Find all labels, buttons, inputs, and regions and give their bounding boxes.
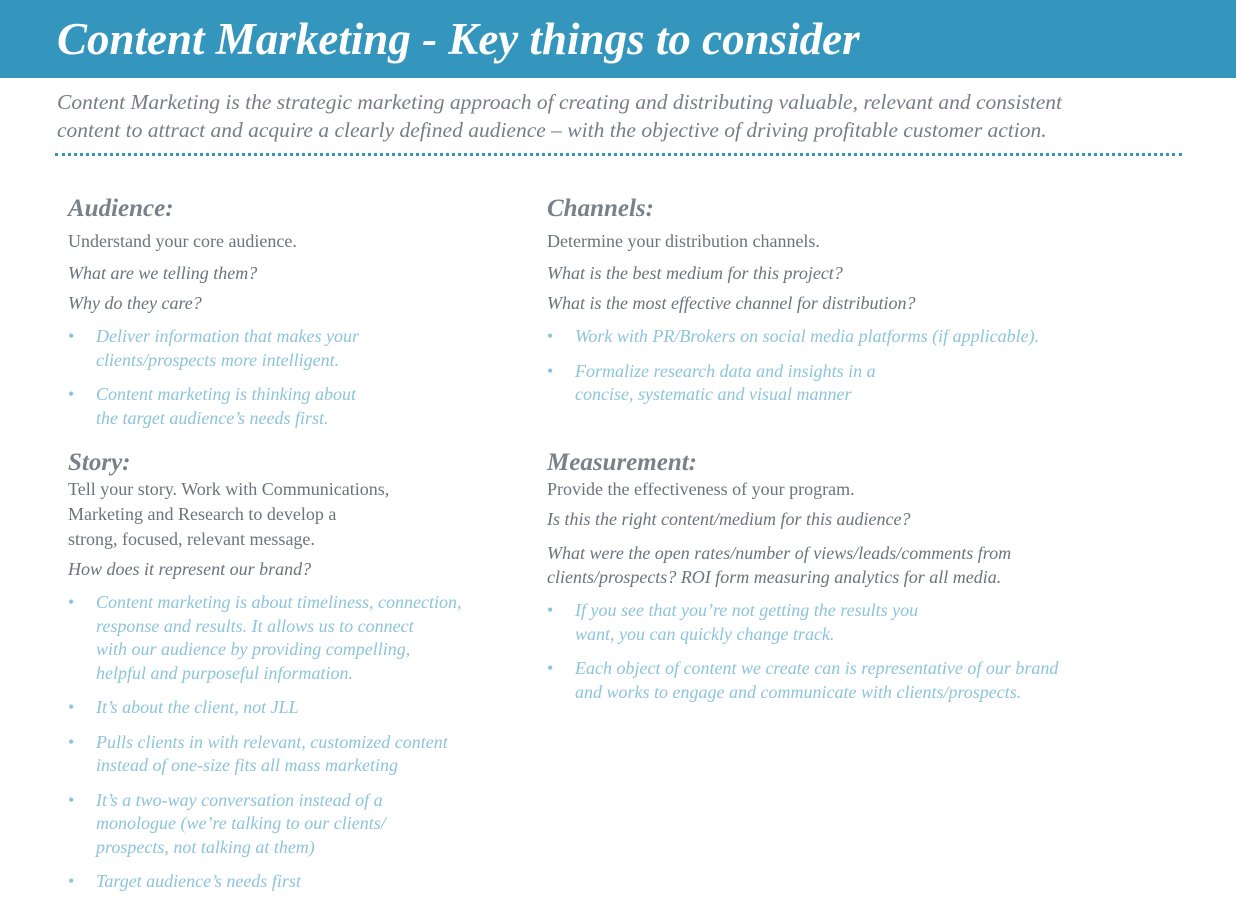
bullet-item: • If you see that you’re not getting the results you want, you can quickly change track. xyxy=(547,599,1187,646)
measurement-section xyxy=(547,448,1187,704)
audience-bullets xyxy=(68,325,518,430)
audience-question: What are we telling them? xyxy=(68,263,258,283)
audience-section xyxy=(68,194,518,430)
bullet-item: • Content marketing is about timeliness, connection, response and results. It allows us to connect with our audience by providing compelling, helpful and purposeful information. xyxy=(68,591,518,685)
bullet-item: • Each object of content we create can is representative of our brand and works to engage and communicate with clients/prospects. xyxy=(547,657,1187,704)
bullet-item: • It’s a two-way conversation instead of a monologue (we’re talking to our clients/ prospects, not talking at them) xyxy=(68,789,518,860)
channels-bullets xyxy=(547,325,1187,407)
measurement-heading: Measurement: xyxy=(547,449,697,476)
channels-question: What is the most effective channel for distribution? xyxy=(547,293,916,313)
intro-paragraph xyxy=(57,88,1197,144)
dotted-divider xyxy=(55,153,1182,156)
story-heading: Story: xyxy=(68,449,131,476)
measurement-question: What were the open rates/number of views/leads/comments from clients/prospects? ROI form measuring analytics for all media. xyxy=(547,543,1012,587)
bullet-item: • It’s about the client, not JLL xyxy=(68,696,518,720)
page-title: Content Marketing - Key things to consider xyxy=(57,14,860,64)
story-bullets xyxy=(68,591,518,894)
measurement-lead: Provide the effectiveness of your program. xyxy=(547,479,855,499)
bullet-item: • Deliver information that makes your clients/prospects more intelligent. xyxy=(68,325,518,372)
intro-line-1: Content Marketing is the strategic marketing approach of creating and distributing valuable, relevant and consistent xyxy=(57,90,1062,114)
story-lead: Tell your story. Work with Communications, Marketing and Research to develop a strong, focused, relevant message. xyxy=(68,479,390,549)
measurement-question: Is this the right content/medium for this audience? xyxy=(547,509,911,529)
bullet-item: • Formalize research data and insights in a concise, systematic and visual manner xyxy=(547,360,1187,407)
channels-section xyxy=(547,194,1187,407)
channels-lead: Determine your distribution channels. xyxy=(547,231,820,251)
story-section xyxy=(68,448,518,894)
audience-heading: Audience: xyxy=(68,195,174,222)
audience-question: Why do they care? xyxy=(68,293,202,313)
bullet-item: • Target audience’s needs first xyxy=(68,870,518,894)
measurement-bullets xyxy=(547,599,1187,704)
audience-lead: Understand your core audience. xyxy=(68,231,297,251)
bullet-item: • Work with PR/Brokers on social media platforms (if applicable). xyxy=(547,325,1187,349)
story-question: How does it represent our brand? xyxy=(68,559,312,579)
bullet-item: • Content marketing is thinking about the target audience’s needs first. xyxy=(68,383,518,430)
bullet-item: • Pulls clients in with relevant, customized content instead of one-size fits all mass marketing xyxy=(68,731,518,778)
intro-line-2: content to attract and acquire a clearly defined audience – with the objective of driving profitable customer action. xyxy=(57,118,1047,142)
title-banner xyxy=(0,0,1236,78)
channels-question: What is the best medium for this project? xyxy=(547,263,843,283)
channels-heading: Channels: xyxy=(547,195,654,222)
